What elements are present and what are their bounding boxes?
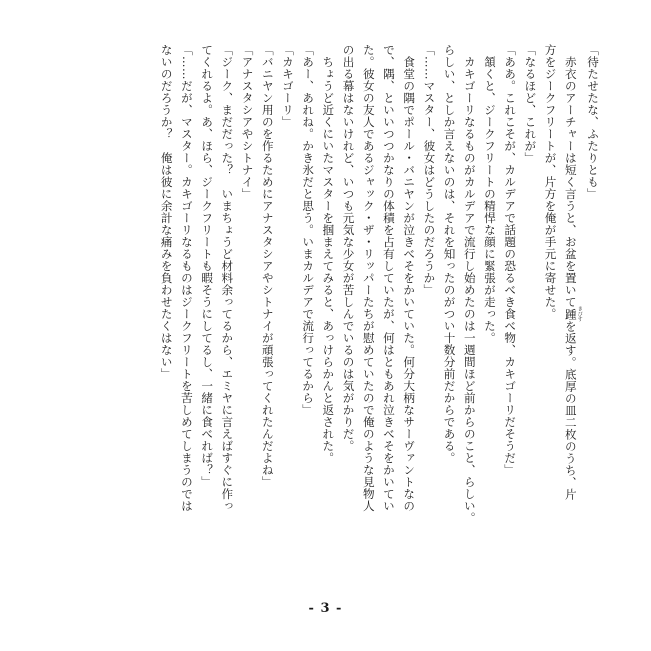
text-line: カキゴーリなるものがカルデアで流行し始めたのは一週間ほど前からのこと、らしい。 [462,55,477,524]
text-line: の出る幕はないけれど、いつも元気な少女が苦しんでいるのは気がかりだ。 [341,44,356,452]
text-line: ないのだろうか？ 俺は彼に余計な痛みを負わせたくはない」 [159,44,174,380]
text-line: 食堂の隅でポール・バニヤンが泣きべそをかいていた。何分大柄なサーヴァントなの [402,55,417,512]
vertical-body-text [43,44,603,604]
text-segment: を返す。底厚の皿二枚のうち、片 [563,319,578,500]
text-line: らしい、としか言えないのは、それを知ったのがつい十数分前だからである。 [442,44,457,464]
text-line: で、隅、といいつつかなりの体積を占有していたが、何はともあれ泣きべそをかいてい [381,44,396,512]
text-line: 「バニヤン用のを作るためにアナスタシアやシトナイが頑張ってくれたんだよね」 [260,44,275,488]
text-line: 「あー、あれね。かき氷だと思う。いまカルデアで流行ってるから」 [301,44,316,416]
text-line: 「……マスター、彼女はどうしたのだろうか」 [422,44,437,296]
text-line: 「待たせたな、ふたりとも」 [586,44,600,200]
ruby-annotation [563,305,583,322]
text-line [561,44,583,604]
text-segment: 赤衣のアーチャーは短く言うと、お盆を置いて [563,55,578,308]
ruby-base: 踵 [563,305,578,322]
text-line: ちょうど近くにいたマスターを掴まえてみると、あっけらかんと返された。 [321,55,336,464]
text-line: 「アナスタシアやシトナイ」 [240,44,255,200]
ruby-reading: きびす [576,305,583,322]
text-line: てくれるよ。あ、ほら、ジークフリートも暇そうにしてるし、一緒に食べれば？」 [200,44,215,488]
page-number: - 3 - [308,601,343,616]
text-line: 「ああ。これこそが、カルデアで話題の恐るべき食べ物、カキゴーリだそうだ」 [503,44,518,476]
text-line: 「ジーク、まだだった？ いまちょうど材料余ってるから、エミヤに言えばすぐに作っ [220,44,235,512]
text-line: 「なるほど、これが」 [523,44,538,164]
text-line: 頷くと、ジークフリートの精悍な顔に緊張が走った。 [482,55,497,344]
text-line: 方をジークフリートが、片方を俺が手元に寄せた。 [543,44,558,320]
text-line: た。彼女の友人であるジャック・ザ・リッパーたちが慰めていたので俺のような見物人 [361,44,376,512]
text-line: 「カキゴーリ」 [280,44,295,128]
text-line: 「……だが、マスター。カキゴーリなるものはジークフリートを苦しめてしまうのでは [179,44,194,512]
